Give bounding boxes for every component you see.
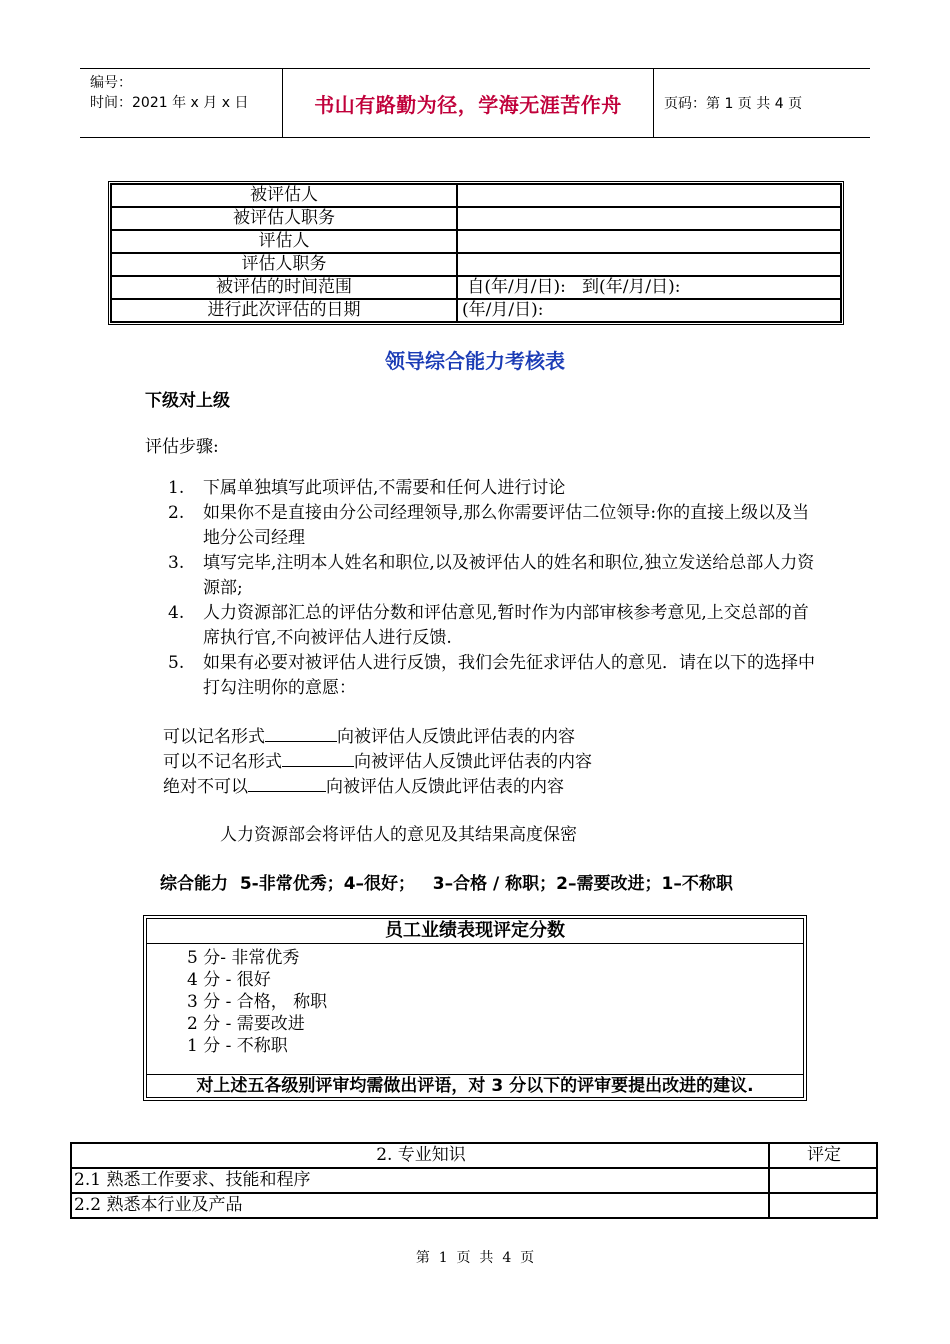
step-text: 如果有必要对被评估人进行反馈，我们会先征求评估人的意见．请在以下的选择中打勾注明你的意愿： [203, 653, 815, 698]
step-number: 2. [168, 503, 185, 523]
header-slogan: 书山有路勤为径，学海无涯苦作舟 [282, 69, 654, 137]
steps-heading: 评估步骤: [145, 437, 219, 457]
option-blank-input[interactable] [265, 725, 337, 742]
option-prefix: 绝对不可以 [163, 777, 248, 797]
option-prefix: 可以记名形式 [163, 727, 265, 747]
subtitle: 下级对上级 [145, 391, 230, 411]
option-suffix: 向被评估人反馈此评估表的内容 [354, 752, 592, 772]
knowledge-heading: 2. 专业知识 [71, 1143, 769, 1168]
score-box-heading: 员工业绩表现评定分数 [147, 919, 803, 944]
info-label: 被评估人职务 [111, 207, 457, 230]
list-item [168, 501, 818, 551]
list-item [168, 476, 818, 501]
info-value-field[interactable] [457, 207, 841, 230]
list-item: 3 分 - 合格， 称职 [187, 992, 328, 1012]
step-text: 下属单独填写此项评估,不需要和任何人进行讨论 [203, 478, 566, 498]
score-list [187, 947, 327, 1057]
info-label: 被评估人 [111, 184, 457, 207]
score-box [143, 915, 807, 1101]
date-line: 时间：2021 年 x 月 x 日 [90, 95, 249, 111]
scale-legend: 综合能力 5-非常优秀；4–很好； 3–合格 / 称职；2–需要改进；1–不称职 [160, 874, 733, 894]
step-number: 5. [168, 653, 185, 673]
option-blank-input[interactable] [282, 750, 354, 767]
info-value-field[interactable] [457, 230, 841, 253]
confidential-note: 人力资源部会将评估人的意见及其结果高度保密 [220, 825, 577, 845]
info-label: 进行此次评估的日期 [111, 299, 457, 322]
table-header-row [71, 1143, 877, 1168]
info-value-field[interactable]: 自(年/月/日): 到(年/月/日): [457, 276, 841, 299]
header-page-info: 页码：第 1 页 共 4 页 [664, 96, 803, 112]
page-header [80, 68, 870, 138]
info-label: 被评估的时间范围 [111, 276, 457, 299]
steps-list [168, 476, 818, 701]
score-box-footer: 对上述五各级别评审均需做出评语，对 3 分以下的评审要提出改进的建议. [147, 1074, 803, 1097]
serial-label: 编号： [90, 75, 132, 91]
info-label: 评估人职务 [111, 253, 457, 276]
table-row [111, 253, 841, 276]
table-row [71, 1193, 877, 1218]
list-item [168, 551, 818, 601]
table-row [111, 230, 841, 253]
step-number: 3. [168, 553, 185, 573]
header-meta [80, 69, 282, 137]
table-row [111, 207, 841, 230]
option-prefix: 可以不记名形式 [163, 752, 282, 772]
table-row [71, 1168, 877, 1193]
page-footer: 第 1 页 共 4 页 [415, 1250, 535, 1266]
table-row [111, 276, 841, 299]
info-value-field[interactable] [457, 253, 841, 276]
option-anonymous [163, 750, 592, 775]
step-text: 填写完毕,注明本人姓名和职位,以及被评估人的姓名和职位,独立发送给总部人力资源部; [203, 553, 815, 598]
document-title: 领导综合能力考核表 [385, 349, 565, 373]
rating-field[interactable] [769, 1193, 877, 1218]
rating-header: 评定 [769, 1143, 877, 1168]
step-text: 如果你不是直接由分公司经理领导,那么你需要评估二位领导:你的直接上级以及当地分公司经理 [203, 503, 810, 548]
step-text: 人力资源部汇总的评估分数和评估意见,暂时作为内部审核参考意见,上交总部的首席执行官,不向被评估人进行反馈. [203, 603, 809, 648]
list-item: 1 分 - 不称职 [187, 1036, 288, 1056]
score-box-inner [146, 918, 804, 1098]
rating-field[interactable] [769, 1168, 877, 1193]
option-suffix: 向被评估人反馈此评估表的内容 [326, 777, 564, 797]
option-named [163, 725, 592, 750]
table-row [111, 184, 841, 207]
info-value-field[interactable] [457, 184, 841, 207]
info-value-field[interactable]: (年/月/日): [457, 299, 841, 322]
info-label: 评估人 [111, 230, 457, 253]
step-number: 1. [168, 478, 185, 498]
feedback-options [163, 725, 592, 800]
evaluation-info-table [110, 183, 842, 323]
list-item: 2 分 - 需要改进 [187, 1014, 305, 1034]
knowledge-item: 2.1 熟悉工作要求、技能和程序 [71, 1168, 769, 1193]
list-item [168, 601, 818, 651]
list-item: 4 分 - 很好 [187, 970, 271, 990]
table-row [111, 299, 841, 322]
knowledge-table [70, 1142, 878, 1219]
option-never [163, 775, 592, 800]
option-blank-input[interactable] [248, 775, 326, 792]
step-number: 4. [168, 603, 185, 623]
knowledge-item: 2.2 熟悉本行业及产品 [71, 1193, 769, 1218]
list-item: 5 分- 非常优秀 [187, 948, 300, 968]
list-item [168, 651, 818, 701]
option-suffix: 向被评估人反馈此评估表的内容 [337, 727, 575, 747]
